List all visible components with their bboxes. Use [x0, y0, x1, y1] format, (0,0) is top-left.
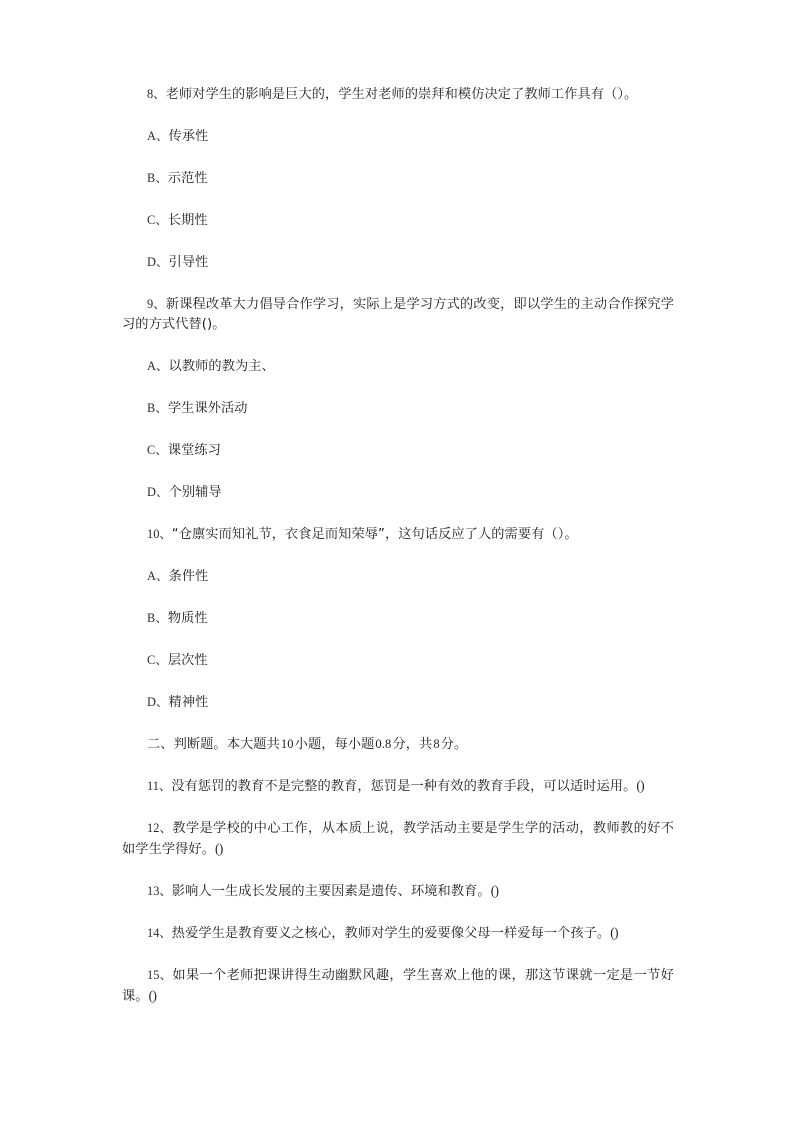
answer-blank: (): [610, 925, 619, 940]
option-text: 条件性: [168, 569, 209, 584]
item-number: 14、: [147, 926, 172, 940]
answer-blank: (): [490, 883, 499, 898]
question-option: [122, 252, 674, 273]
item-text: 如果一个老师把课讲得生动幽默风趣，学生喜欢上他的课，那这节课就一定是一节好课。: [122, 968, 674, 1004]
question-option: [122, 126, 674, 147]
true-false-item: [122, 923, 674, 944]
option-marker: D、: [147, 695, 169, 709]
option-marker: D、: [147, 485, 169, 499]
question-stem-text: 新课程改革大力倡导合作学习，实际上是学习方式的改变，即以学生的主动合作探究学习的方式代替()。: [122, 297, 674, 332]
question-option: [122, 168, 674, 189]
option-marker: A、: [147, 359, 169, 373]
option-text: 层次性: [167, 653, 208, 668]
answer-blank: (): [215, 841, 223, 856]
section-heading: [122, 734, 674, 755]
question-option: [122, 210, 674, 231]
option-text: 学生课外活动: [167, 401, 248, 416]
option-marker: C、: [147, 213, 168, 227]
item-text: 没有惩罚的教育不是完整的教育，惩罚是一种有效的教育手段，可以适时运用。: [171, 779, 637, 794]
question-option: [122, 692, 674, 713]
option-text: 物质性: [167, 611, 208, 626]
true-false-item: [122, 881, 674, 902]
question-stem: [122, 84, 674, 105]
question-option: [122, 650, 674, 671]
question-option: [122, 608, 674, 629]
section-heading-suffix: 分。: [440, 737, 468, 752]
option-marker: C、: [147, 443, 168, 457]
option-marker: C、: [147, 653, 168, 667]
section-total-score: 8: [433, 737, 440, 751]
item-text: 影响人一生成长发展的主要因素是遗传、环境和教育。: [171, 884, 491, 899]
option-text: 个别辅导: [168, 485, 222, 500]
question-option: [122, 398, 674, 419]
option-text: 引导性: [168, 255, 209, 270]
option-marker: D、: [147, 255, 169, 269]
option-text: 以教师的教为主、: [168, 359, 275, 374]
true-false-item: [122, 965, 674, 1007]
option-marker: A、: [147, 129, 169, 143]
option-marker: B、: [147, 611, 168, 625]
option-text: 长期性: [167, 213, 208, 228]
section-heading-mid2: 分，共: [392, 737, 433, 752]
question-stem-text: “仓廪实而知礼节，衣食足而知荣辱”，这句话反应了人的需要有（）。: [171, 527, 578, 542]
question-option: [122, 356, 674, 377]
option-text: 课堂练习: [167, 443, 222, 458]
question-option: [122, 566, 674, 587]
item-number: 13、: [147, 884, 172, 898]
question-number: 8、: [147, 87, 166, 101]
question-number: 9、: [147, 297, 166, 311]
question-number: 10、: [147, 527, 172, 541]
option-marker: B、: [147, 401, 168, 415]
section-heading-prefix: 二、判断题。本大题共: [147, 737, 280, 752]
exam-content: [122, 84, 674, 1028]
question-option: [122, 440, 674, 461]
question-stem: [122, 524, 674, 545]
section-per-score: 0.8: [375, 737, 392, 751]
item-text: 教学是学校的中心工作，从本质上说，教学活动主要是学生学的活动，教师教的好不如学生学得好。: [122, 821, 674, 857]
item-number: 12、: [147, 821, 173, 835]
item-number: 15、: [147, 968, 173, 982]
question-stem: [122, 294, 674, 335]
option-text: 示范性: [167, 171, 208, 186]
option-marker: B、: [147, 171, 168, 185]
answer-blank: (): [148, 988, 157, 1003]
question-option: [122, 482, 674, 503]
answer-blank: (): [636, 778, 645, 793]
item-number: 11、: [147, 779, 172, 793]
section-heading-mid1: 小题，每小题: [294, 737, 375, 752]
true-false-item: [122, 776, 674, 797]
question-stem-text: 老师对学生的影响是巨大的，学生对老师的崇拜和模仿决定了教师工作具有（）。: [165, 87, 638, 102]
option-text: 传承性: [168, 129, 209, 144]
section-item-count: 10: [280, 737, 294, 751]
true-false-item: [122, 818, 674, 860]
option-marker: A、: [147, 569, 169, 583]
option-text: 精神性: [168, 695, 209, 710]
item-text: 热爱学生是教育要义之核心，教师对学生的爱要像父母一样爱每一个孩子。: [171, 926, 611, 941]
